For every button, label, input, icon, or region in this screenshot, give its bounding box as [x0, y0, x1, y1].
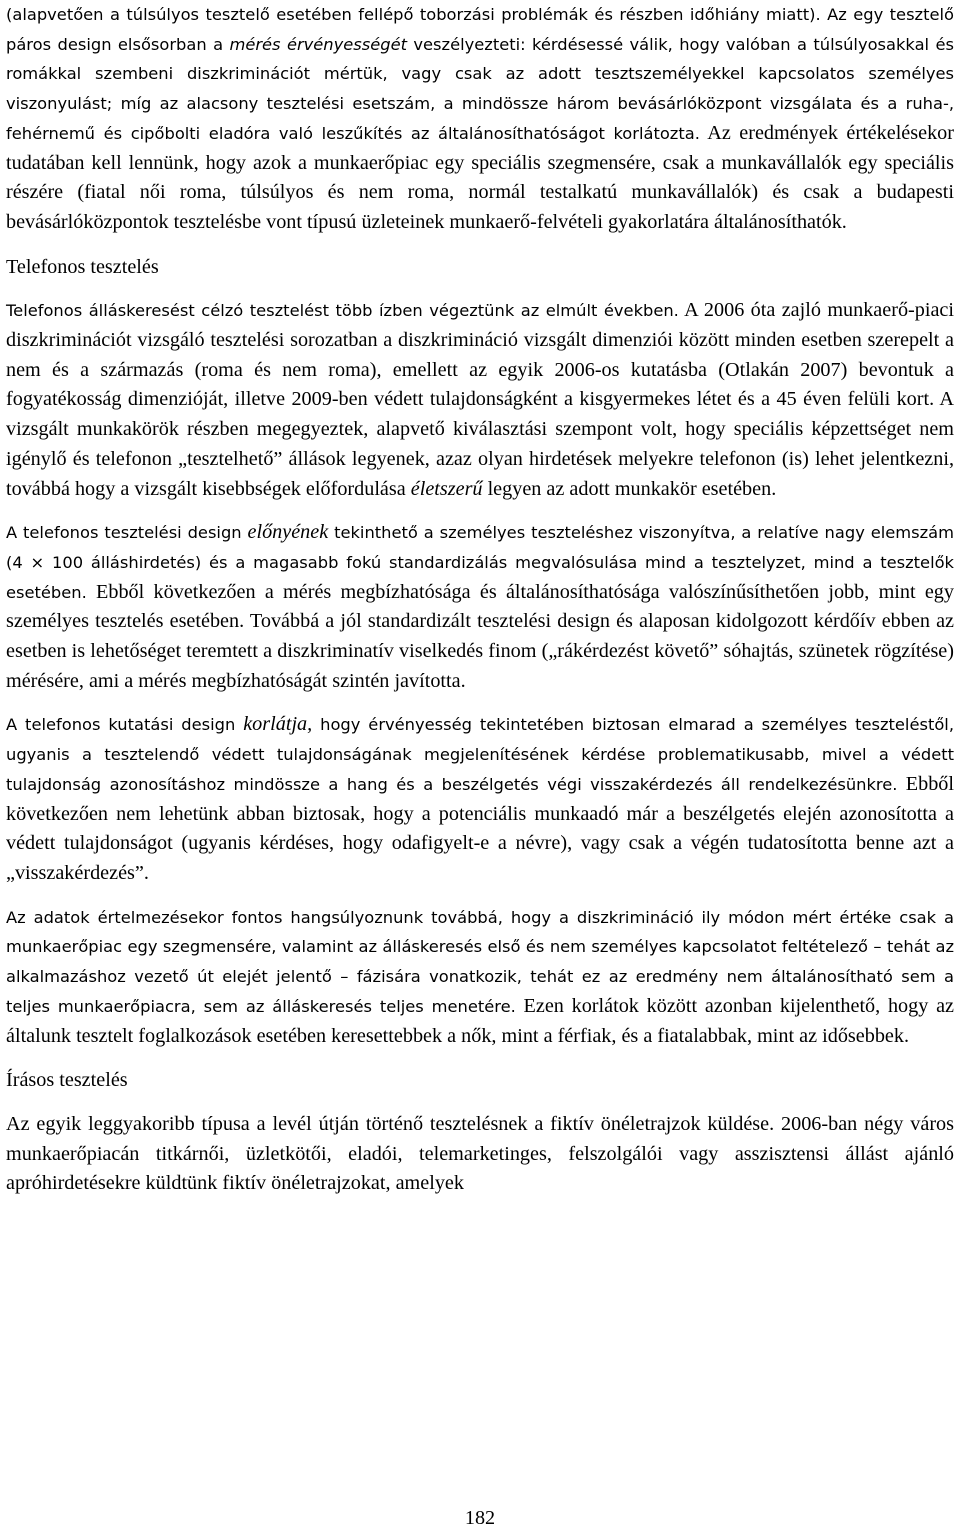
text-run: tekinthető a személyes teszteléshez viszonyítva, a relatíve nagy elemszám (4 × 100 álláshirdetés) és a magasabb fokú standardizálás megvalósulása mind a tesztelyzet, mind a tesztelők esetében.	[6, 523, 955, 602]
text-run: A 2006 óta zajló munkaerő-piaci diszkriminációt vizsgáló tesztelési sorozatban a diszkrimináció vizsgált dimenziói között minden esetben szerepelt a nem és a származás (roma és nem roma), emellett az egyik 2006-os kutatásba (Otlakán 2007) bevontuk a fogyatékosság dimenzióját, illetve 2009-ben védett tulajdonságként a kisgyermekes létet és a 45 éven felüli kort. A vizsgált munkakörök részben megegyeztek, alapvető kiválasztási szempont volt, hogy speciális képzettséget nem igénylő és telefonon „tesztelhető” állások legyenek, azaz olyan hirdetések melyekre telefonon (is) lehet jelentkezni, továbbá hogy a vizsgált kisebbségek előfordulása	[6, 299, 954, 500]
text-run: Az adatok értelmezésekor fontos hangsúlyoznunk továbbá, hogy a diszkrimináció ily módon mért értéke csak a munkaerőpiac egy szegmensére, valamint az álláskeresés első és nem személyes kapcsolatot feltételező – tehát az alkalmazáshoz vezető út elejét jelentő – fázisára vonatkozik, tehát ez az eredmény nem általánosítható sem a teljes munkaerőpiacra, sem az álláskeresés teljes menetére.	[6, 907, 954, 1016]
paragraph-phone-intro	[6, 296, 954, 504]
paragraph-phone-limitation	[6, 710, 954, 888]
page-number: 182	[464, 1507, 496, 1529]
text-run: Telefonos álláskeresést célzó tesztelést több ízben végeztünk az elmúlt években.	[6, 301, 679, 321]
text-run: Ebből következően a mérés megbízhatósága és általánosíthatósága valószínűsíthetően jobb, mint egy személyes tesztelés esetében. Továbbá a jól standardizált tesztelési design és alaposan kidolgozott kérdőív ebben az esetben is lehetőséget teremtett a diszkriminatív viselkedés finom („rákérdezést követő” sóhajtás, szünetek rögzítése) mérésére, ami a mérés megbízhatóságát szintén javította.	[6, 580, 954, 692]
text-run: Az eredmények értékelésekor tudatában kell lennünk, hogy azok a munkaerőpiac egy speciális szegmensére, csak a munkavállalók egy speciális részére (fiatal női roma, túlsúlyos és nem roma, normál testalkatú munkavállalók) és csak a budapesti bevásárlóközpontok tesztelésbe vont típusú üzleteinek munkaerő-felvételi gyakorlatára általánosíthatók.	[6, 121, 954, 233]
paragraph-limitations-personal	[6, 0, 954, 238]
emphasis: korlátja,	[243, 713, 313, 736]
emphasis: mérés érvényességét	[229, 34, 407, 54]
document-page	[6, 0, 954, 1199]
emphasis: életszerű	[410, 477, 483, 500]
text-run: veszélyezteti: kérdésessé válik, hogy valóban a túlsúlyosakkal és romákkal szembeni diszkriminációt mértük, vagy csak az adott tesztszemélyekkel kapcsolatos személyes viszonyulást; míg az alacsony tesztelési esetszám, a mindössze három bevásárlóközpont vizsgálata és a ruha-, fehérnemű és cipőbolti eladóra való leszűkítés az általánosíthatóságot korlátozta.	[6, 34, 954, 143]
section-heading-written: Írásos tesztelés	[6, 1069, 128, 1092]
paragraph-written-intro: Az egyik leggyakoribb típusa a levél útján történő tesztelésnek a fiktív önéletrajzok küldése. 2006-ban négy város munkaerőpiacán titkárnői, üzletkötői, eladói, telemarketinges, felszolgálói vagy asszisztensi állást ajánló apróhirdetésekre küldtünk fiktív önéletrajzokat, amelyek	[6, 1112, 954, 1195]
text-run: A telefonos kutatási design	[6, 715, 244, 735]
emphasis: előnyének	[247, 521, 329, 544]
text-run: legyen az adott munkakör esetében.	[482, 477, 777, 500]
text-run: (alapvetően a túlsúlyos tesztelő esetében fellépő toborzási problémák és részben időhiány miatt). Az egy tesztelő páros design elsősorban a	[6, 5, 954, 54]
text-run: A telefonos tesztelési design	[6, 523, 248, 543]
paragraph-phone-interpretation	[6, 903, 954, 1052]
text-run: Ebből következően nem lehetünk abban biztosak, hogy a potenciális munkaadó már a beszélgetés elején azonosította a védett tulajdonságot (ugyanis kérdéses, hogy odafigyelt-e a névre), vagy csak a végén tudatosította benne azt a „visszakérdezés”.	[6, 772, 954, 884]
paragraph-phone-advantage	[6, 518, 954, 696]
text-run: hogy érvényesség tekintetében biztosan elmarad a személyes teszteléstől, ugyanis a tesztelendő védett tulajdonságának megjelenítésének kérdése problematikusabb, mivel a védett tulajdonság azonosításhoz mindössze a hang és a beszélgetés végi visszakérdezés áll rendelkezésünkre.	[6, 715, 954, 794]
text-run: Ezen korlátok között azonban kijelenthető, hogy az általunk tesztelt foglalkozások esetében keresettebbek a nők, mint a férfiak, és a fiatalabbak, mint az idősebbek.	[6, 994, 954, 1047]
section-heading-phone: Telefonos tesztelés	[6, 255, 159, 278]
